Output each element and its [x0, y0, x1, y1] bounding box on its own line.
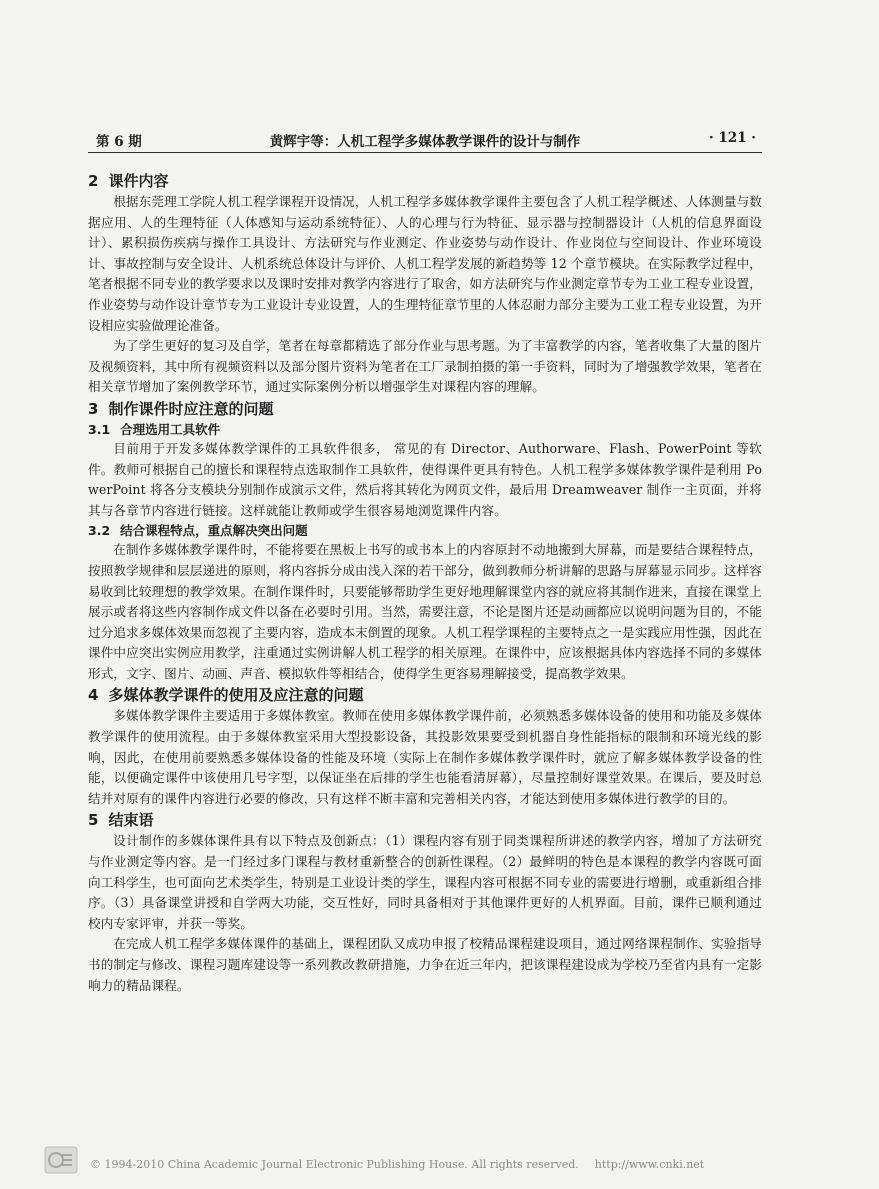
paragraph: 为了学生更好的复习及自学，笔者在每章都精选了部分作业与思考题。为了丰富教学的内容，笔者收集了大量的图片及视频资料，其中所有视频资料以及部分图片资料为笔者在工厂录制拍摄的第一手资料，同时为了增强教学效果，笔者在相关章节增加了案例教学环节，通过实际案例分析以增强学生对课程内容的理解。 [88, 338, 762, 395]
section-heading-4 [88, 684, 762, 706]
publisher-logo-icon [44, 1146, 78, 1174]
paragraph: 根据东莞理工学院人机工程学课程开设情况，人机工程学多媒体教学课件主要包含了人机工程学概述、人体测量与数据应用、人的生理特征（人体感知与运动系统特征）、人的心理与行为特征、显示器与控制器设计（人机的信息界面设计）、累积损伤疾病与操作工具设计、方法研究与作业测定、作业姿势与动作设计、作业岗位与空间设计、作业环境设计、事故控制与安全设计、人机系统总体设计与评价、人机工程学发展的新趋势等 12 个章节模块。在实际教学过程中，笔者根据不同专业的教学要求以及课时安排对教学内容进行了取舍，如方法研究与作业测定章节专为工业工程专业设置，作业姿势与动作设计章节专为工业设计专业设置，人的生理特征章节里的人体忍耐力部分主要为工业工程专业设置，为开设相应实验做理论准备。 [88, 194, 762, 333]
subsection-title: 结合课程特点，重点解决突出问题 [120, 523, 308, 539]
subsection-number: 3.1 [88, 421, 111, 437]
section-number: 3 [88, 399, 99, 418]
section-title: 制作课件时应注意的问题 [108, 399, 274, 418]
section-title: 课件内容 [108, 172, 169, 190]
subsection-number: 3.2 [88, 523, 111, 539]
section-title: 结束语 [108, 811, 154, 830]
paragraph: 目前用于开发多媒体教学课件的工具软件很多， 常见的有 Director、Authorware、Flash、PowerPoint 等软件。教师可根据自己的擅长和课程特点选取制作工具软件，使得课件更具有特色。人机工程学多媒体教学课件是利用 PowerPoint 将各分支模块分别制作成演示文件，然后将其转化为网页文件，最后用 Dreamweaver 制作一主页面，并将其与各章节内容进行链接。这样就能让教师或学生很容易地浏览课件内容。 [88, 440, 762, 518]
paragraph: 在制作多媒体教学课件时，不能将要在黑板上书写的或书本上的内容原封不动地搬到大屏幕，而是要结合课程特点，按照教学规律和层层递进的原则，将内容拆分成由浅入深的若干部分，做到教师分析讲解的思路与屏幕显示同步。这样容易收到比较理想的教学效果。在制作课件时，只要能够帮助学生更好地理解课堂内容的就应将其制作进来，直接在课堂上展示或者将这些内容制作成文件以备在必要时引用。当然，需要注意，不论是图片还是动画都应以说明问题为目的，不能过分追求多媒体效果而忽视了主要内容，造成本末倒置的现象。人机工程学课程的主要特点之一是实践应用性强，因此在课件中应突出实例应用教学，注重通过实例讲解人机工程学的相关原理。在课件中，应该根据具体内容选择不同的多媒体形式，文字、图片、动画、声音、模拟软件等相结合，使得学生更容易理解接受，提高教学效果。 [88, 542, 762, 681]
copyright-text: © 1994-2010 China Academic Journal Electronic Publishing House. All rights reserved. [90, 1158, 579, 1171]
running-header [88, 126, 762, 153]
article-body [88, 170, 762, 996]
section-number: 5 [88, 811, 99, 830]
section-heading-3 [88, 398, 762, 420]
running-title: 黄辉宇等：人机工程学多媒体教学课件的设计与制作 [269, 134, 581, 150]
paragraph: 多媒体教学课件主要适用于多媒体教室。教师在使用多媒体教学课件前，必须熟悉多媒体设备的使用和功能及多媒体教学课件的使用流程。由于多媒体教室采用大型投影设备，其投影效果要受到机器自身性能指标的限制和环境光线的影响，因此，在使用前要熟悉多媒体设备的性能及环境（实际上在制作多媒体教学课件时，就应了解多媒体教学设备的性能，以便确定课件中该使用几号字型，以保证坐在后排的学生也能看清屏幕），尽量控制好课堂效果。在课后，要及时总结并对原有的课件内容进行必要的修改，只有这样不断丰富和完善相关内容，才能达到使用多媒体进行教学的目的。 [88, 708, 762, 806]
page-number: · 121 · [709, 130, 756, 146]
copyright-footer [90, 1158, 704, 1171]
subsection-heading-3-2 [88, 521, 762, 540]
subsection-heading-3-1 [88, 420, 762, 439]
section-title: 多媒体教学课件的使用及应注意的问题 [108, 686, 364, 705]
section-heading-5 [88, 809, 762, 831]
section-number: 2 [88, 172, 99, 190]
paragraph: 设计制作的多媒体课件具有以下特点及创新点：（1）课程内容有别于同类课程所讲述的教学内容，增加了方法研究与作业测定等内容。是一门经过多门课程与教材重新整合的创新性课程。（2）最鲜明的特色是本课程的教学内容既可面向工科学生，也可面向艺术类学生，特别是工业设计类的学生，课程内容可根据不同专业的需要进行增删，或重新组合排序。（3）具备课堂讲授和自学两大功能，交互性好，同时具备相对于其他课件更好的人机界面。目前，课件已顺利通过校内专家评审，并获一等奖。 [88, 833, 762, 931]
footer-url-link[interactable]: http://www.cnki.net [594, 1158, 705, 1171]
subsection-title: 合理选用工具软件 [120, 421, 221, 437]
paragraph: 在完成人机工程学多媒体课件的基础上，课程团队又成功申报了校精品课程建设项目，通过网络课程制作、实验指导书的制定与修改、课程习题库建设等一系列教改教研措施，力争在近三年内，把该课程建设成为学校乃至省内具有一定影响力的精品课程。 [88, 936, 762, 993]
section-heading-2 [88, 170, 762, 192]
section-number: 4 [88, 686, 99, 705]
issue-number: 第 6 期 [96, 134, 142, 150]
